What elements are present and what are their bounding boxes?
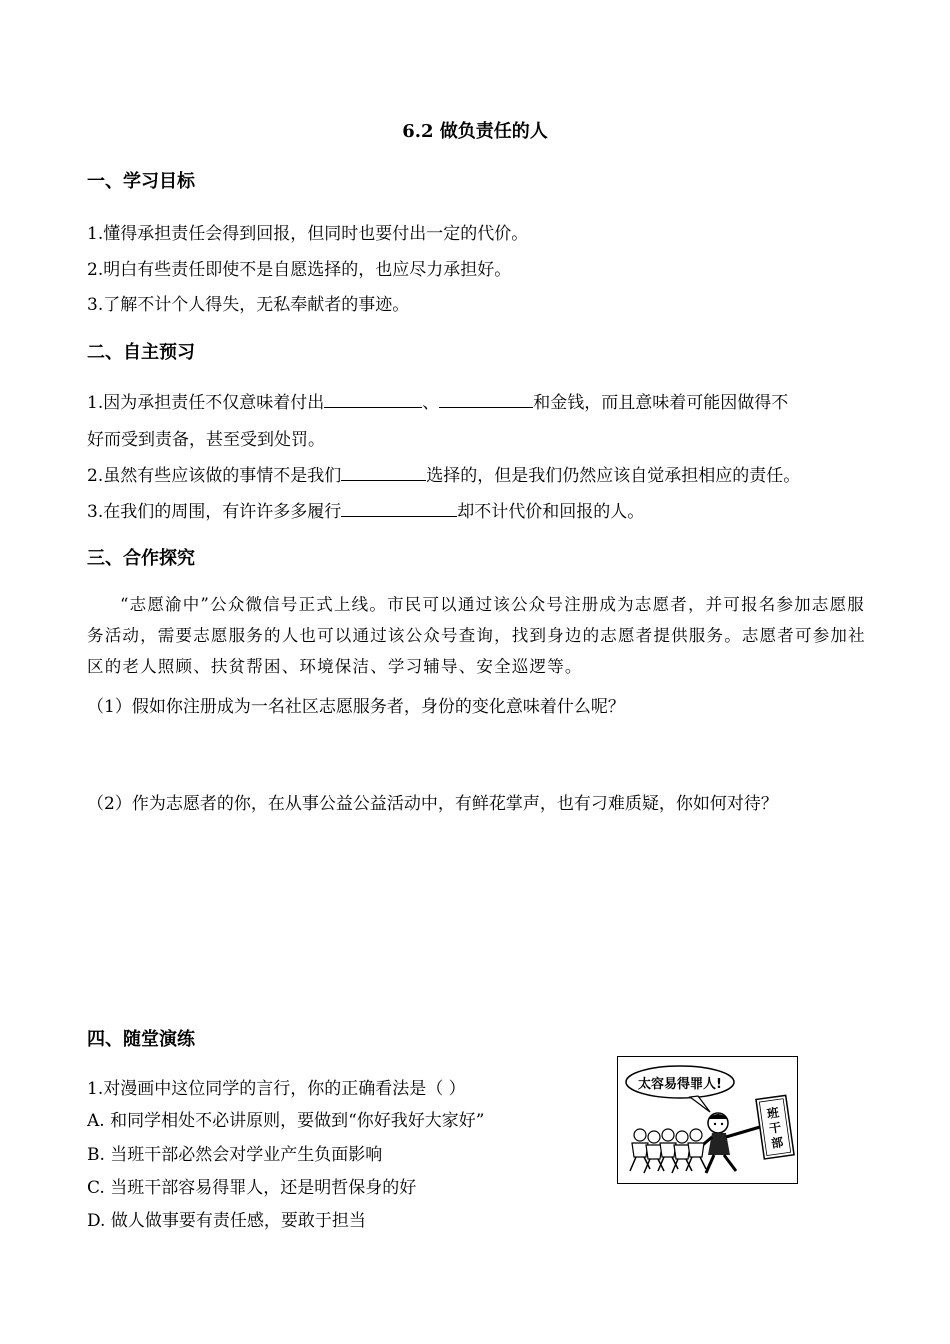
fill-blank[interactable] [341, 464, 426, 481]
option-d[interactable]: D. 做人做事要有责任感，要敢于担当 [87, 1211, 366, 1231]
goal-item-2: 2.明白有些责任即使不是自愿选择的，也应尽力承担好。 [87, 260, 512, 280]
preview-q2-text-a: 2.虽然有些应该做的事情不是我们 [87, 466, 342, 486]
option-c[interactable]: C. 当班干部容易得罪人，还是明哲保身的好 [87, 1178, 417, 1198]
option-a[interactable]: A. 和同学相处不必讲原则，要做到“你好我好大家好” [87, 1111, 485, 1131]
section-heading-practice: 四、随堂演练 [87, 1029, 195, 1050]
goal-item-1: 1.懂得承担责任会得到回报，但同时也要付出一定的代价。 [87, 224, 529, 244]
practice-question: 1.对漫画中这位同学的言行，你的正确看法是（ ） [87, 1079, 466, 1099]
sign-text-3: 部 [770, 1135, 785, 1151]
cartoon-illustration [617, 1056, 798, 1184]
sign-text-2: 干 [768, 1120, 783, 1136]
cartoon-drawing [618, 1057, 796, 1182]
cooperation-question-2: （2）作为志愿者的你，在从事公益公益活动中，有鲜花掌声，也有刁难质疑，你如何对待？ [87, 794, 778, 814]
speech-bubble-text: 太容易得罪人! [638, 1077, 722, 1092]
preview-question-3 [87, 497, 644, 522]
section-heading-cooperation: 三、合作探究 [87, 548, 195, 569]
sign-text-1: 班 [766, 1105, 780, 1122]
preview-q1-text-a: 1.因为承担责任不仅意味着付出 [87, 393, 325, 413]
preview-q3-text-a: 3.在我们的周围，有许许多多履行 [87, 502, 342, 522]
fill-blank[interactable] [341, 500, 457, 517]
preview-q3-text-b: 却不计代价和回报的人。 [457, 502, 645, 522]
preview-q1-text-c: 和金钱，而且意味着可能因做得不 [533, 393, 789, 413]
preview-question-2 [87, 461, 800, 486]
page-title: 6.2 做负责任的人 [402, 121, 548, 142]
preview-q2-text-b: 选择的，但是我们仍然应该自觉承担相应的责任。 [426, 466, 801, 486]
preview-q1-text-b: 、 [422, 393, 440, 413]
option-b[interactable]: B. 当班干部必然会对学业产生负面影响 [87, 1145, 383, 1165]
section-heading-preview: 二、自主预习 [87, 342, 195, 363]
preview-question-1 [87, 388, 788, 413]
preview-question-1-cont: 好而受到责备，甚至受到处罚。 [87, 430, 325, 450]
case-paragraph: “志愿渝中”公众微信号正式上线。市民可以通过该公众号注册成为志愿者，并可报名参加志愿服务活动，需要志愿服务的人也可以通过该公众号查询，找到身边的志愿者提供服务。志愿者可参加社区的老人照顾、扶贫帮困、环境保洁、学习辅导、安全巡逻等。 [87, 595, 866, 676]
fill-blank[interactable] [324, 391, 422, 408]
goal-item-3: 3.了解不计个人得失，无私奉献者的事迹。 [87, 295, 410, 315]
cooperation-question-1: （1）假如你注册成为一名社区志愿服务者，身份的变化意味着什么呢？ [87, 697, 625, 717]
fill-blank[interactable] [439, 391, 533, 408]
section-heading-goals: 一、学习目标 [87, 171, 195, 192]
